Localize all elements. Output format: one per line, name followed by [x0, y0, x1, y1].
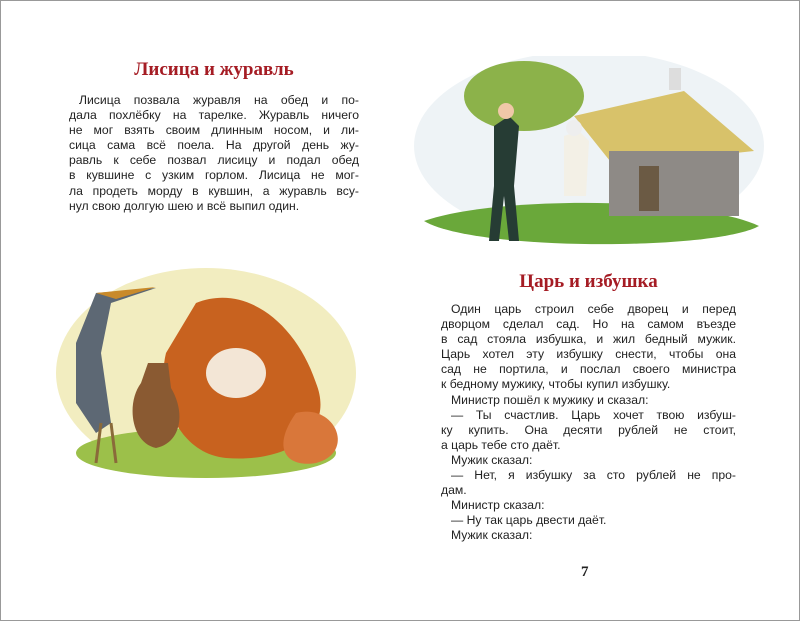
text-line: равль к себе позвал лисицу и подал обед [69, 153, 359, 168]
text-line: в кувшине с узким горлом. Лисица не мог- [69, 168, 359, 183]
fox-and-crane-illustration [56, 263, 356, 478]
left-story-text [69, 93, 359, 214]
right-story-text [441, 302, 736, 544]
text-line: Мужик сказал: [451, 452, 533, 467]
text-line: дам. [441, 483, 467, 498]
text-line: Один царь строил себе дворец и перед [451, 302, 736, 316]
text-line: дворцом сделал сад. Но на самом въезде [441, 317, 736, 332]
page-number: 7 [581, 564, 589, 580]
text-line: а царь тебе сто даёт. [441, 437, 561, 452]
text-line: дала похлёбку на тарелке. Журавль ничего [69, 108, 359, 123]
text-line: Царь хотел эту избушку снести, чтобы она [441, 347, 736, 362]
right-story-title: Царь и избушка [519, 271, 658, 292]
text-line: Лисица позвала журавля на обед и по- [79, 93, 359, 107]
text-line: в сад стояла избушка, и жил бедный мужик. [441, 332, 736, 347]
text-line: к бедному мужику, чтобы купил избушку. [441, 377, 671, 392]
text-line: — Ну так царь двести даёт. [451, 513, 607, 528]
text-line: — Ты счастлив. Царь хочет твою избуш- [451, 407, 736, 422]
text-line: Министр сказал: [451, 498, 545, 513]
text-line: Министр пошёл к мужику и сказал: [451, 392, 649, 407]
left-story-title: Лисица и журавль [134, 59, 294, 80]
text-line: сад не портила, и послал своего министра [441, 362, 736, 377]
text-line: нул свою долгую шею и всё выпил один. [69, 198, 300, 213]
text-line: ку купить. Она десяти рублей не стоит, [441, 422, 736, 437]
text-line: — Нет, я избушку за сто рублей не про- [451, 468, 736, 483]
text-line: сица сама всё поела. На другой день жу- [69, 138, 359, 153]
text-line: не мог взять своим длинным носом, и ли- [69, 123, 359, 138]
text-line: Мужик сказал: [451, 528, 533, 543]
text-line: ла продеть морду в кувшин, а журавль всу- [69, 183, 359, 198]
tsar-and-hut-illustration [414, 56, 764, 251]
